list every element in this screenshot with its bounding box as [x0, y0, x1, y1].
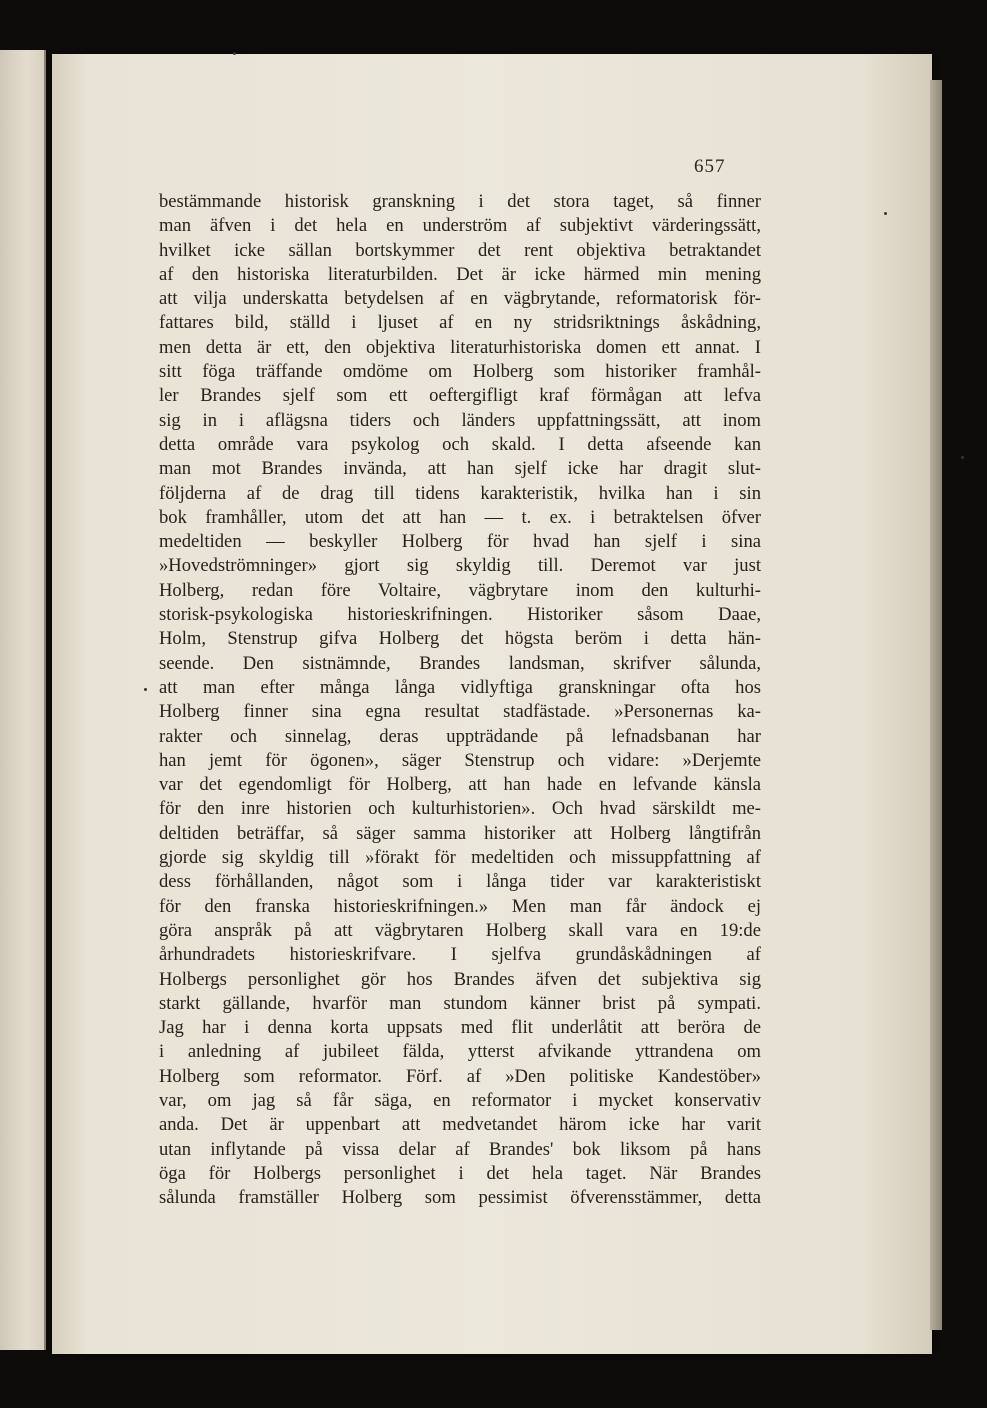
text-line: han jemt för ögonen», säger Stenstrup och vidare: »Derjemte	[159, 749, 761, 771]
page-stack-edge	[930, 80, 942, 1330]
text-line: sitt föga träffande omdöme om Holberg som historiker framhål-	[159, 361, 761, 383]
text-line: öga för Holbergs personlighet i det hela taget. När Brandes	[159, 1162, 761, 1184]
text-line: men detta är ett, den objektiva literaturhistoriska domen ett annat. I	[159, 336, 761, 358]
text-line: att man efter många långa vidlyftiga granskningar ofta hos	[159, 676, 761, 698]
ink-speck	[144, 688, 147, 691]
text-line: Holberg finner sina egna resultat stadfästade. »Personernas ka-	[159, 701, 761, 723]
text-line: Holbergs personlighet gör hos Brandes äfven det subjektiva sig	[159, 968, 761, 990]
text-line: utan inflytande på vissa delar af Brandes' bok liksom på hans	[159, 1138, 761, 1160]
text-line: man mot Brandes invända, att han sjelf icke har dragit slut-	[159, 458, 761, 480]
left-page-edge	[0, 50, 46, 1350]
text-line: fattares bild, ställd i ljuset af en ny stridsriktnings åskådning,	[159, 312, 761, 334]
text-line: seende. Den sistnämnde, Brandes landsman, skrifver sålunda,	[159, 652, 761, 674]
ink-speck	[884, 212, 887, 215]
ink-speck	[961, 456, 964, 459]
text-line: detta område vara psykolog och skald. I detta afseende kan	[159, 433, 761, 455]
text-line: följderna af de drag till tidens karakteristik, hvilka han i sin	[159, 482, 761, 504]
text-line: medeltiden — beskyller Holberg för hvad han sjelf i sina	[159, 531, 761, 553]
text-line: att vilja underskatta betydelsen af en vägbrytande, reformatorisk för-	[159, 288, 761, 310]
text-line: anda. Det är uppenbart att medvetandet härom icke har varit	[159, 1114, 761, 1136]
text-line: starkt gällande, hvarför man stundom känner brist på sympati.	[159, 992, 761, 1014]
text-line: Holberg som reformator. Förf. af »Den politiske Kandestöber»	[159, 1065, 761, 1087]
body-text	[159, 190, 761, 1210]
text-line: för den inre historien och kulturhistorien». Och hvad särskildt me-	[159, 798, 761, 820]
text-line: sålunda framställer Holberg som pessimist öfverensstämmer, detta	[159, 1187, 761, 1209]
text-line: var, om jag så får säga, en reformator i mycket konservativ	[159, 1089, 761, 1111]
text-line: århundradets historieskrifvare. I sjelfva grundåskådningen af	[159, 944, 761, 966]
text-line: af den historiska literaturbilden. Det är icke härmed min mening	[159, 263, 761, 285]
text-line: storisk-psykologiska historieskrifningen. Historiker såsom Daae,	[159, 604, 761, 626]
text-line: bok framhåller, utom det att han — t. ex. i betraktelsen öfver	[159, 506, 761, 528]
text-line: var det egendomligt för Holberg, att han hade en lefvande känsla	[159, 774, 761, 796]
page-number: 657	[694, 156, 726, 177]
text-line: för den franska historieskrifningen.» Men man får ändock ej	[159, 895, 761, 917]
text-line: man äfven i det hela en underström af subjektivt värderingssätt,	[159, 215, 761, 237]
text-line: Holberg, redan före Voltaire, vägbrytare inom den kulturhi-	[159, 579, 761, 601]
ink-speck	[233, 52, 236, 55]
text-line: gjorde sig skyldig till »förakt för medeltiden och missuppfattning af	[159, 847, 761, 869]
text-line: i anledning af jubileet fälda, ytterst afvikande yttrandena om	[159, 1041, 761, 1063]
text-line: bestämmande historisk granskning i det stora taget, så finner	[159, 191, 761, 212]
text-line: rakter och sinnelag, deras uppträdande på lefnadsbanan har	[159, 725, 761, 747]
text-line: hvilket icke sällan bortskymmer det rent objektiva betraktandet	[159, 239, 761, 261]
text-line: sig in i aflägsna tiders och länders uppfattningssätt, att inom	[159, 409, 761, 431]
text-line: ler Brandes sjelf som ett oeftergifligt kraf förmågan att lefva	[159, 385, 761, 407]
text-line: Holm, Stenstrup gifva Holberg det högsta beröm i detta hän-	[159, 628, 761, 650]
text-line: Jag har i denna korta uppsats med flit underlåtit att beröra de	[159, 1017, 761, 1039]
text-line: »Hovedströmninger» gjort sig skyldig till. Deremot var just	[159, 555, 761, 577]
text-line: deltiden beträffar, så säger samma historiker att Holberg långtifrån	[159, 822, 761, 844]
text-line: göra anspråk på att vägbrytaren Holberg skall vara en 19:de	[159, 919, 761, 941]
text-line: dess förhållanden, något som i långa tider var karakteristiskt	[159, 871, 761, 893]
